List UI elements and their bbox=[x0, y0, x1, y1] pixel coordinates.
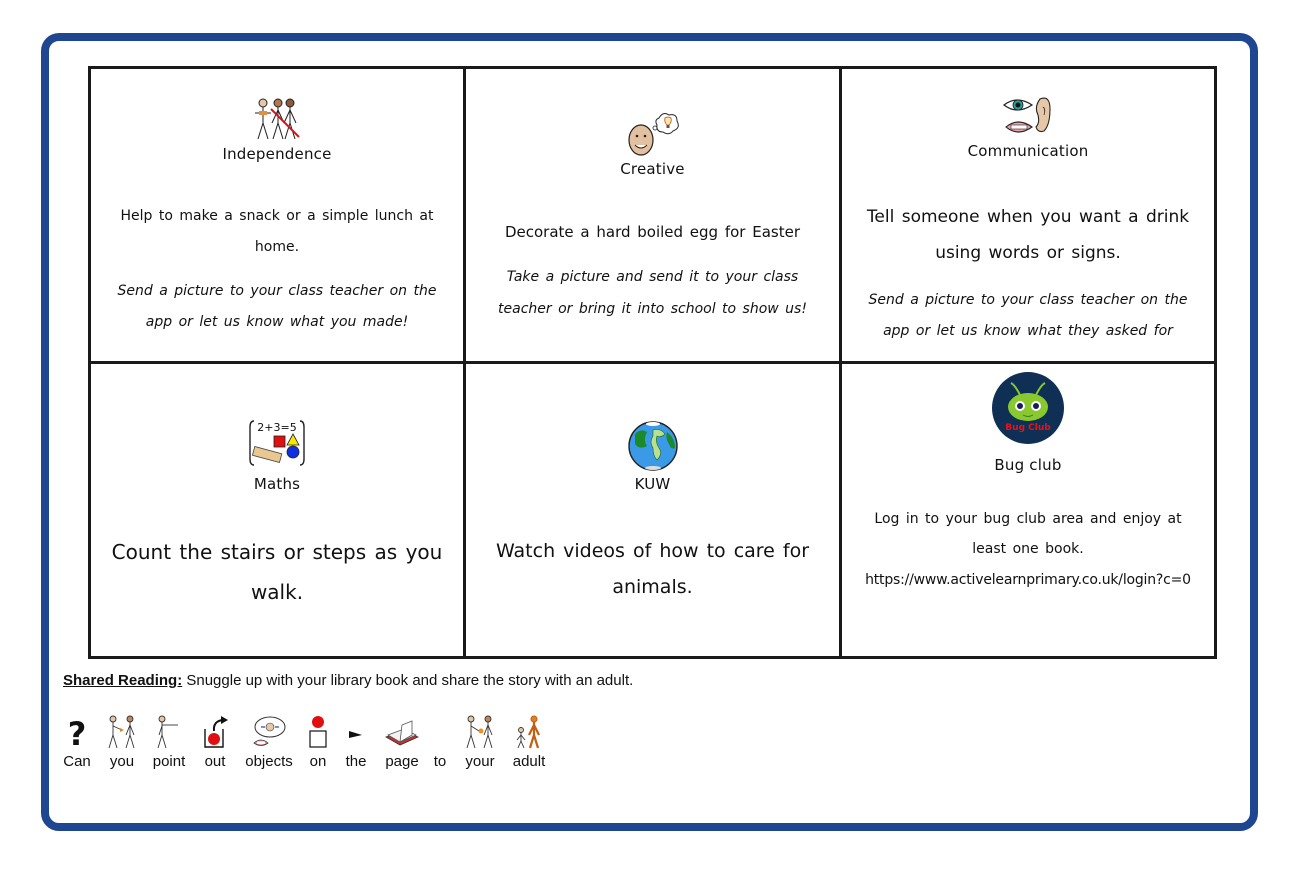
shared-reading-heading: Shared Reading: bbox=[63, 672, 183, 689]
people-independence-icon bbox=[251, 97, 303, 141]
eye-ear-mouth-icon bbox=[1002, 95, 1054, 137]
shared-reading bbox=[63, 672, 633, 689]
symbol-label: Can bbox=[63, 753, 91, 770]
cell-text: Tell someone when you want a drink bbox=[866, 207, 1190, 227]
cell-text: least one book. bbox=[972, 541, 1084, 557]
symbol-label: to bbox=[433, 753, 447, 770]
symbol-word bbox=[463, 715, 497, 770]
symbol-word bbox=[512, 715, 546, 770]
cell-title: Creative bbox=[620, 160, 685, 178]
cell-text: using words or signs. bbox=[935, 243, 1121, 263]
shared-reading-text: Snuggle up with your library book and share the story with an adult. bbox=[186, 672, 634, 689]
symbol-word bbox=[105, 715, 139, 770]
cell-text: Help to make a snack or a simple lunch at bbox=[120, 208, 434, 224]
symbol-label: page bbox=[385, 753, 419, 770]
cell-text: Decorate a hard boiled egg for Easter bbox=[504, 223, 801, 241]
cell-title: Communication bbox=[967, 142, 1089, 160]
symbol-word bbox=[432, 715, 448, 770]
symbol-label: out bbox=[204, 753, 226, 770]
activity-cell-creative bbox=[466, 69, 839, 361]
activity-cell-bug-club bbox=[842, 364, 1214, 656]
cell-note: Send a picture to your class teacher on the bbox=[868, 292, 1188, 308]
cell-text: walk. bbox=[250, 580, 304, 604]
symbol-word bbox=[152, 715, 186, 770]
person-pointing-icon bbox=[152, 715, 186, 749]
symbol-label: the bbox=[345, 753, 367, 770]
symbol-word bbox=[245, 715, 293, 770]
activity-cell-maths bbox=[91, 364, 463, 656]
symbol-label: your bbox=[465, 753, 495, 770]
symbol-word bbox=[382, 715, 422, 770]
symbol-label: on bbox=[309, 753, 327, 770]
open-book-icon bbox=[382, 715, 422, 749]
activity-cell-communication bbox=[842, 69, 1214, 361]
cell-note: Take a picture and send it to your class bbox=[506, 269, 799, 285]
symbol-label: point bbox=[152, 753, 186, 770]
bug-club-logo-text: Bug Club bbox=[1005, 423, 1051, 433]
cell-text: Watch videos of how to care for bbox=[495, 540, 810, 562]
to-icon bbox=[432, 715, 448, 749]
maths-equation: 2+3=5 bbox=[257, 421, 297, 434]
adult-child-icon bbox=[512, 715, 546, 749]
cell-text: Count the stairs or steps as you bbox=[111, 540, 443, 564]
symbol-label: adult bbox=[512, 753, 546, 770]
person-giving-to-other-icon bbox=[463, 715, 497, 749]
person-pointing-to-other-icon bbox=[105, 715, 139, 749]
bug-club-link[interactable]: https://www.activelearnprimary.co.uk/login?c=0 bbox=[865, 572, 1191, 588]
objects-speech-bubble-icon bbox=[250, 715, 288, 749]
svg-text:?: ? bbox=[67, 715, 87, 749]
cell-title: Bug club bbox=[994, 456, 1062, 474]
cell-text: home. bbox=[254, 239, 300, 255]
cell-note: app or let us know what you made! bbox=[145, 314, 409, 330]
symbol-word bbox=[306, 715, 330, 770]
cell-note: app or let us know what they asked for bbox=[883, 323, 1173, 339]
bug-club-logo-icon bbox=[991, 371, 1065, 445]
symbol-label: you bbox=[109, 753, 135, 770]
globe-icon bbox=[627, 420, 679, 472]
maths-shapes-icon bbox=[249, 419, 305, 467]
on-box-icon bbox=[306, 715, 330, 749]
activity-grid bbox=[88, 66, 1217, 659]
grid-line bbox=[1214, 66, 1217, 659]
cell-note: teacher or bring it into school to show us! bbox=[498, 301, 807, 317]
question-mark-icon bbox=[64, 715, 90, 749]
symbol-label: objects bbox=[245, 753, 293, 770]
symbol-word bbox=[344, 715, 368, 770]
symbol-word bbox=[60, 715, 94, 770]
activity-cell-independence bbox=[91, 69, 463, 361]
cell-text: Log in to your bug club area and enjoy at bbox=[874, 511, 1182, 527]
grid-line bbox=[88, 656, 1217, 659]
the-arrow-icon bbox=[344, 715, 368, 749]
cell-title: Independence bbox=[222, 145, 332, 163]
cell-title: Maths bbox=[253, 475, 301, 493]
cell-text: animals. bbox=[612, 576, 693, 598]
thinking-face-lightbulb-icon bbox=[627, 112, 679, 158]
cell-note: Send a picture to your class teacher on the bbox=[117, 283, 437, 299]
out-arrow-icon bbox=[201, 715, 229, 749]
symbol-word bbox=[201, 715, 229, 770]
cell-title: KUW bbox=[634, 475, 671, 493]
activity-cell-kuw bbox=[466, 364, 839, 656]
